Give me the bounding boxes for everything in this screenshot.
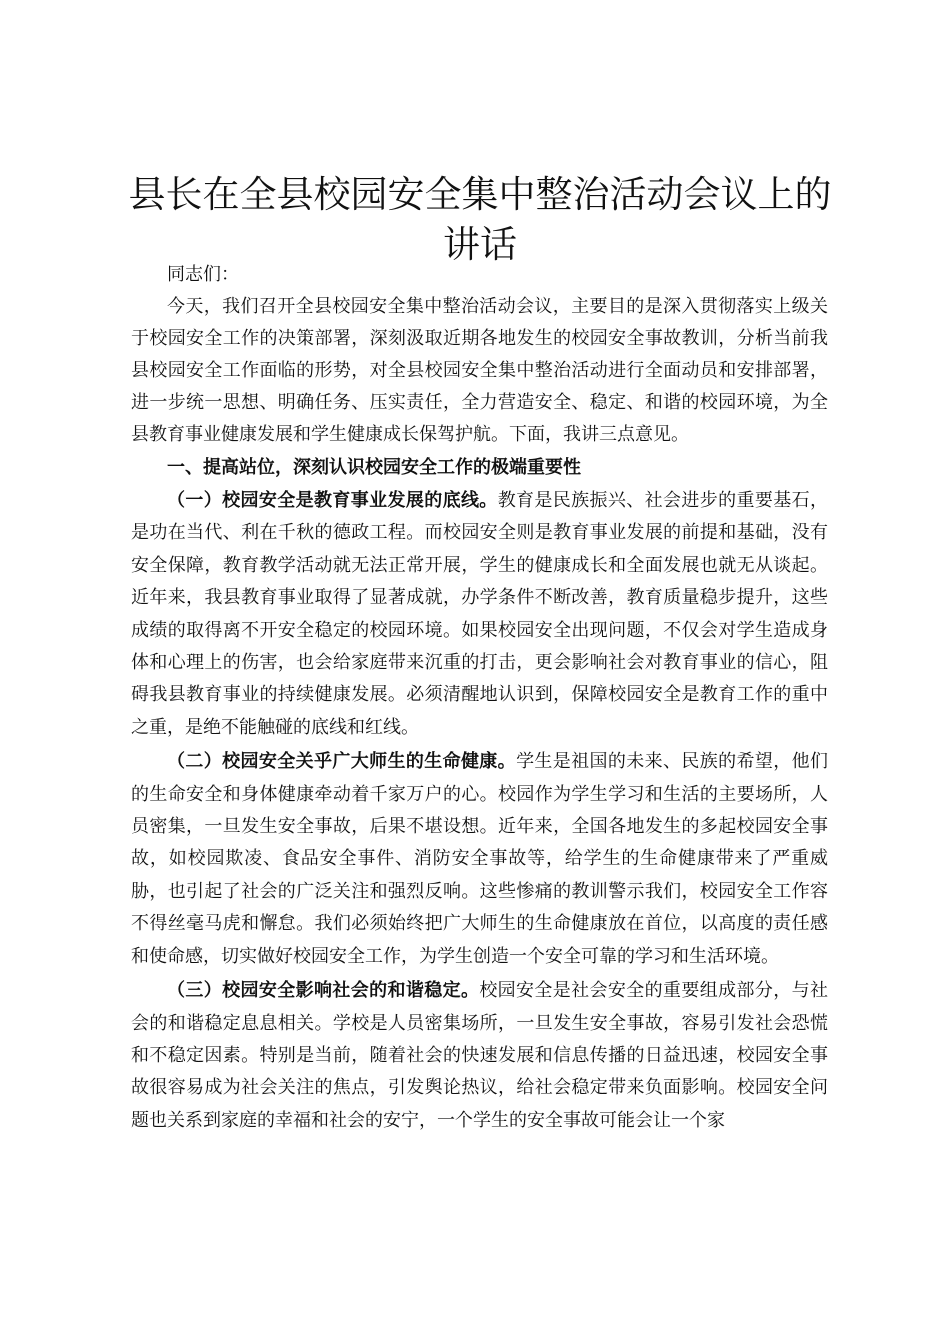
document-title: 县长在全县校园安全集中整治活动会议上的讲话 bbox=[128, 173, 832, 266]
intro-paragraph: 今天，我们召开全县校园安全集中整治活动会议，主要目的是深入贯彻落实上级关于校园安全工作的决策部署，深刻汲取近期各地发生的校园安全事故教训，分析当前我县校园安全工作面临的形势，对全县校园安全集中整治活动进行全面动员和安排部署，进一步统一思想、明确任务、压实责任，全力营造安全、稳定、和谐的校园环境，为全县教育事业健康发展和学生健康成长保驾护航。下面，我讲三点意见。 bbox=[131, 296, 828, 445]
subsection-paragraph-3 bbox=[131, 975, 828, 1137]
subsection-paragraph-1 bbox=[131, 485, 828, 744]
subsection-lead-3: （三）校园安全影响社会的和谐稳定。 bbox=[167, 980, 480, 1002]
section-heading-1: 一、提高站位，深刻认识校园安全工作的极端重要性 bbox=[167, 457, 581, 478]
document-body bbox=[131, 259, 828, 1137]
subsection-text-2: 学生是祖国的未来、民族的希望，他们的生命安全和身体健康牵动着千家万户的心。校园作为学生学习和生活的主要场所，人员密集，一旦发生安全事故，后果不堪设想。近年来，全国各地发生的多起校园安全事故，如校园欺凌、食品安全事件、消防安全事故等，给学生的生命健康带来了严重威胁，也引起了社会的广泛关注和强烈反响。这些惨痛的教训警示我们，校园安全工作容不得丝毫马虎和懈怠。我们必须始终把广大师生的生命健康放在首位，以高度的责任感和使命感，切实做好校园安全工作，为学生创造一个安全可靠的学习和生活环境。 bbox=[131, 751, 829, 967]
subsection-paragraph-2 bbox=[131, 746, 828, 973]
subsection-lead-2: （二）校园安全关乎广大师生的生命健康。 bbox=[167, 751, 517, 773]
subsection-text-1: 教育是民族振兴、社会进步的重要基石，是功在当代、利在千秋的德政工程。而校园安全则是教育事业发展的前提和基础，没有安全保障，教育教学活动就无法正常开展，学生的健康成长和全面发展也就无从谈起。近年来，我县教育事业取得了显著成就，办学条件不断改善，教育质量稳步提升，这些成绩的取得离不开安全稳定的校园环境。如果校园安全出现问题，不仅会对学生造成身体和心理上的伤害，也会给家庭带来沉重的打击，更会影响社会对教育事业的信心，阻碍我县教育事业的持续健康发展。必须清醒地认识到，保障校园安全是教育工作的重中之重，是绝不能触碰的底线和红线。 bbox=[131, 490, 829, 738]
greeting: 同志们： bbox=[167, 264, 239, 285]
subsection-lead-1: （一）校园安全是教育事业发展的底线。 bbox=[167, 490, 498, 511]
subsection-text-3: 校园安全是社会安全的重要组成部分，与社会的和谐稳定息息相关。学校是人员密集场所，一旦发生安全事故，容易引发社会恐慌和不稳定因素。特别是当前，随着社会的快速发展和信息传播的日益迅速，校园安全事故很容易成为社会关注的焦点，引发舆论热议，给社会稳定带来负面影响。校园安全问题也关系到家庭的幸福和社会的安宁，一个学生的安全事故可能会让一个家 bbox=[131, 980, 828, 1131]
